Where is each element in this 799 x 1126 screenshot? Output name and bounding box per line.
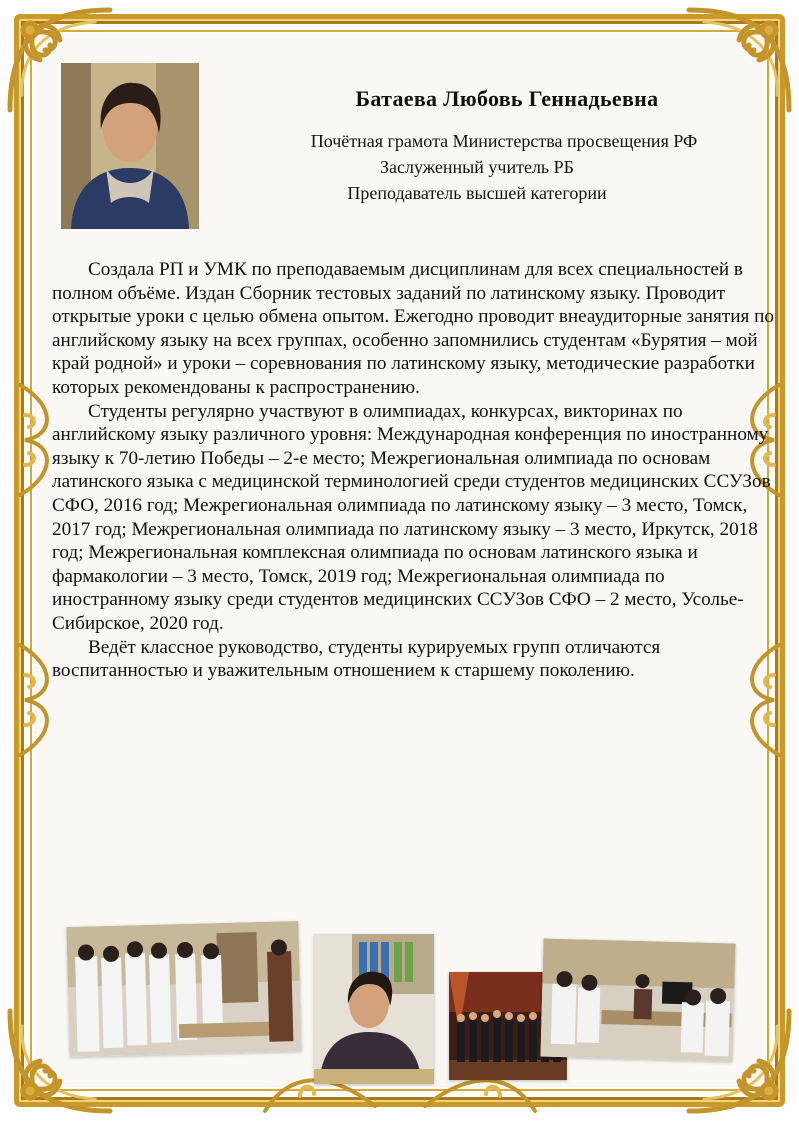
biography-text bbox=[52, 258, 780, 683]
classroom-group-photo bbox=[66, 921, 301, 1057]
profile-header bbox=[232, 86, 752, 206]
teacher-office-photo bbox=[314, 934, 434, 1084]
teacher-name: Батаева Любовь Геннадьевна bbox=[355, 86, 659, 111]
biography-paragraph: Ведёт классное руководство, студенты курируемых групп отличаются воспитанностью и уважительным отношением к старшему поколению. bbox=[52, 636, 661, 682]
honor-line: Преподаватель высшей категории bbox=[347, 183, 607, 203]
students-classroom-photo bbox=[540, 939, 735, 1062]
biography-paragraph: Студенты регулярно участвуют в олимпиадах, конкурсах, викторинах по английскому языку различного уровня: Международная конференция по иностранному языку к 70-летию Победы – 2-е место; Межрегиональная олимпиада по основам латинского языка с медицинской терминологией среди студентов медицинских ССУЗов СФО, 2016 год; Межрегиональная олимпиада по латинскому языку – 3 место, Томск, 2017 год; Межрегиональная олимпиада по латинскому языку – 3 место, Иркутск, 2018 год; Межрегиональная комплексная олимпиада по основам латинского языка и фармакологии – 3 место, Томск, 2019 год; Межрегиональная олимпиада по иностранному языку среди студентов медицинских ССУЗов СФО – 2 место, Усолье-Сибирское, 2020 год. bbox=[52, 400, 771, 634]
honor-line: Заслуженный учитель РБ bbox=[379, 157, 574, 177]
portrait-photo bbox=[61, 63, 199, 229]
honor-line: Почётная грамота Министерства просвещения РФ bbox=[310, 131, 698, 151]
biography-paragraph: Создала РП и УМК по преподаваемым дисциплинам для всех специальностей в полном объёме. Издан Сборник тестовых заданий по латинскому языку. Проводит открытые уроки с целью обмена опытом. Ежегодно проводит внеаудиторные занятия по английскому языку на всех группах, особенно запомнились студентам «Бурятия – мой край родной» и уроки – соревнования по латинскому языку, методические разработки которых рекомендованы к распространению. bbox=[52, 259, 774, 398]
